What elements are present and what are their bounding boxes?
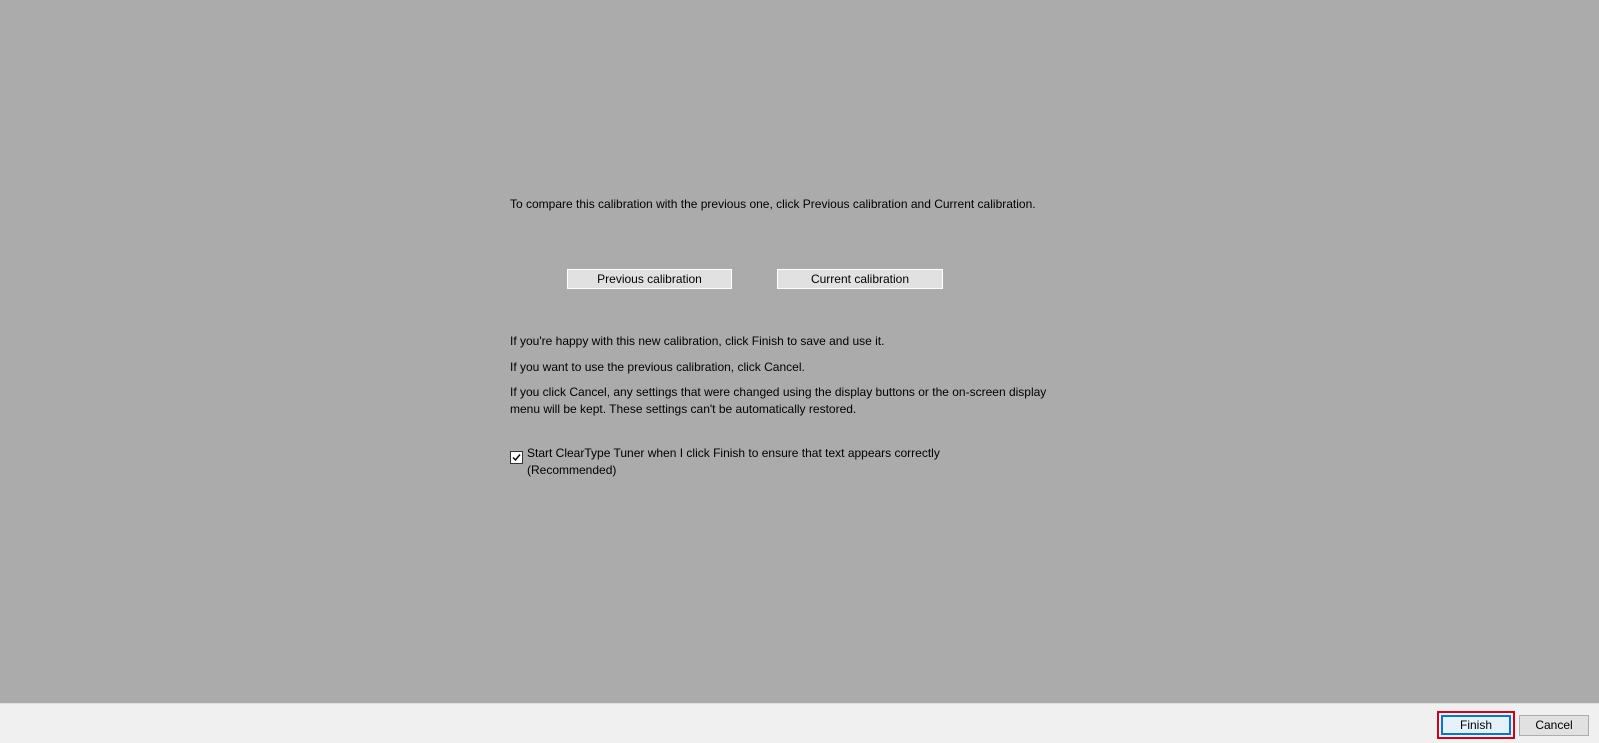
- current-calibration-button[interactable]: Current calibration: [776, 268, 944, 290]
- finish-button[interactable]: Finish: [1441, 715, 1511, 735]
- cancel-button[interactable]: Cancel: [1519, 715, 1589, 736]
- checkmark-icon: [511, 452, 522, 463]
- cleartype-checkbox[interactable]: [510, 451, 523, 464]
- footer-bar: [0, 703, 1599, 743]
- cancel-instructions: If you want to use the previous calibration, click Cancel.: [510, 360, 805, 374]
- previous-calibration-button[interactable]: Previous calibration: [566, 268, 733, 290]
- finish-instructions: If you're happy with this new calibration, click Finish to save and use it.: [510, 334, 885, 348]
- finish-highlight: [1437, 711, 1515, 739]
- compare-instructions: To compare this calibration with the previous one, click Previous calibration and Current calibration.: [510, 197, 1036, 211]
- cleartype-checkbox-label[interactable]: Start ClearType Tuner when I click Finish to ensure that text appears correctly (Recommended): [527, 446, 940, 477]
- cancel-note: If you click Cancel, any settings that were changed using the display buttons or the on-screen display menu will be kept. These settings can't be automatically restored.: [510, 385, 1047, 416]
